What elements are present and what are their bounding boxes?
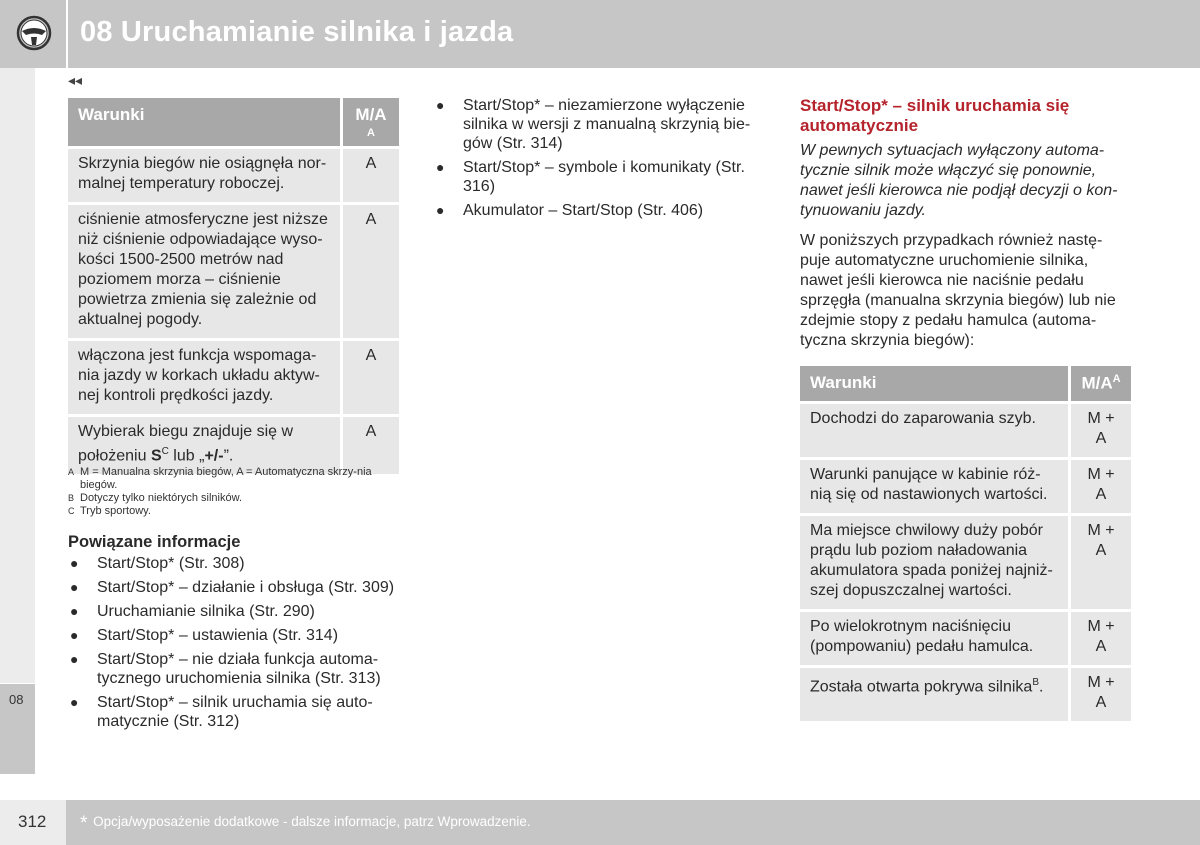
- footnote-text: Tryb sportowy.: [80, 505, 151, 517]
- table-row: [68, 149, 399, 202]
- gear-position-manual: +/-: [204, 447, 224, 465]
- footnote-mark: B: [68, 493, 75, 503]
- table-cell-condition: Ma miejsce chwilowy duży pobór prądu lub poziom naładowania akumulatora spada poniżej najniż-szej dopuszczalnej wartości.: [800, 516, 1068, 609]
- related-link-text: Uruchamianie silnika (Str. 290): [97, 603, 315, 620]
- related-links-list-continued: [434, 96, 764, 225]
- table-cell-ma: M + A: [1068, 612, 1131, 665]
- page-footer: [0, 800, 1200, 845]
- related-link[interactable]: [68, 626, 408, 645]
- table-header-row: [68, 98, 399, 146]
- related-info-heading: Powiązane informacje: [68, 533, 241, 551]
- column-header-ma: [1068, 366, 1131, 401]
- page-number-box: [0, 800, 66, 845]
- table-cell-ma: M + A: [1068, 404, 1131, 457]
- table-cell-condition: Warunki panujące w kabinie róż-nią się od nastawionych wartości.: [800, 460, 1068, 513]
- related-link-text: Start/Stop* – ustawienia (Str. 314): [97, 627, 339, 644]
- table-cell-ma: M + A: [1068, 668, 1131, 721]
- condition-text: Wybierak biegu znajduje się w położeniu: [78, 423, 294, 465]
- footer-note-text: Opcja/wyposażenie dodatkowe - dalsze informacje, patrz Wprowadzenie.: [93, 814, 531, 829]
- related-link-text: Akumulator – Start/Stop (Str. 406): [463, 202, 704, 219]
- steering-wheel-icon: [16, 15, 52, 51]
- footnote: [68, 492, 398, 505]
- table-cell-ma: A: [340, 205, 399, 338]
- footnote-text: M = Manualna skrzynia biegów, A = Automatyczna skrzy-nia biegów.: [80, 466, 372, 491]
- table-header-row: [800, 366, 1131, 401]
- conditions-table-left: [68, 95, 399, 477]
- table-cell-condition: włączona jest funkcja wspomaga-nia jazdy w korkach układu aktyw-nej kontroli prędkości jazdy.: [68, 341, 340, 414]
- related-link[interactable]: [434, 158, 764, 196]
- gear-position-s: S: [150, 447, 162, 465]
- page-title: 08 Uruchamianie silnika i jazda: [80, 16, 514, 48]
- condition-text: .: [1038, 677, 1044, 695]
- bullet-icon: ●: [70, 579, 79, 595]
- footnote-mark: A: [68, 467, 75, 477]
- column-header-ma-label: M/A: [355, 105, 387, 124]
- table-cell-ma: M + A: [1068, 516, 1131, 609]
- related-link[interactable]: [434, 96, 764, 153]
- table-cell-ma: M + A: [1068, 460, 1131, 513]
- bullet-icon: ●: [70, 627, 79, 643]
- related-links-list: [68, 554, 408, 736]
- table-cell-condition: Po wielokrotnym naciśnięciu (pompowaniu) pedału hamulca.: [800, 612, 1068, 665]
- section-intro-paragraph: W poniższych przypadkach również nastę-puje automatyczne uruchomienie silnika, nawet jeśli kierowca nie naciśnie pedału sprzęgła (manualna skrzynia biegów) lub nie zdejmie stopy z pedału hamulca (automa-tyczna skrzynia biegów):: [800, 232, 1116, 349]
- table-cell-condition: Dochodzi do zaparowania szyb.: [800, 404, 1068, 457]
- table-row: [68, 205, 399, 338]
- table-row: [68, 341, 399, 414]
- bullet-icon: ●: [70, 603, 79, 619]
- section-intro-italic: W pewnych sytuacjach wyłączony automa-tycznie silnik może włączyć się ponownie, nawet jeśli kierowca nie podjął decyzji o kon-tynuowaniu jazdy.: [800, 142, 1118, 219]
- table-row: [800, 516, 1131, 609]
- bullet-icon: ●: [436, 97, 445, 113]
- page-header: [0, 0, 1200, 68]
- table-cell-ma: A: [340, 149, 399, 202]
- condition-text: lub „: [168, 447, 205, 465]
- bullet-icon: ●: [70, 555, 79, 571]
- column-header-ma: [340, 98, 399, 146]
- footnote-marker: B: [1032, 676, 1039, 688]
- column-header-ma-label: M/A: [1081, 373, 1113, 393]
- footnote: [68, 466, 398, 492]
- related-link-text: Start/Stop* (Str. 308): [97, 555, 245, 572]
- related-link[interactable]: [68, 554, 408, 573]
- related-link-text: Start/Stop* – działanie i obsługa (Str. 309): [97, 579, 395, 596]
- table-row: [800, 404, 1131, 457]
- column-header-conditions: Warunki: [68, 98, 340, 146]
- footer-note: [80, 813, 531, 835]
- table-row: [800, 460, 1131, 513]
- chapter-icon-box: [0, 0, 68, 68]
- bullet-icon: ●: [70, 694, 79, 710]
- bullet-icon: ●: [70, 651, 79, 667]
- table-cell-ma: A: [340, 341, 399, 414]
- footnote: [68, 505, 398, 518]
- bullet-icon: ●: [436, 202, 445, 218]
- conditions-table-right: [800, 363, 1131, 724]
- related-link[interactable]: [68, 650, 408, 688]
- table-row: [800, 668, 1131, 721]
- previous-page-icon[interactable]: ◂◂: [68, 72, 83, 88]
- related-link[interactable]: [68, 602, 408, 621]
- table-cell-condition: ciśnienie atmosferyczne jest niższe niż ciśnienie odpowiadające wyso-kości 1500-2500 metrów nad poziomem morza – ciśnienie powietrza zmienia się zależnie od aktualnej pogody.: [68, 205, 340, 338]
- condition-text: ”.: [223, 447, 234, 465]
- related-link[interactable]: [68, 578, 408, 597]
- footnote-mark: C: [68, 506, 75, 516]
- table-footnotes: [68, 466, 398, 518]
- column-header-ma-footnote: A: [367, 127, 375, 139]
- side-strip: [0, 68, 35, 773]
- bullet-icon: ●: [436, 159, 445, 175]
- chapter-tab[interactable]: [0, 683, 35, 774]
- related-link-text: Start/Stop* – nie działa funkcja automa-tycznego uruchomienia silnika (Str. 313): [97, 651, 381, 687]
- chapter-tab-label: 08: [9, 692, 24, 707]
- related-link[interactable]: [434, 201, 764, 220]
- table-cell-ma: A: [340, 417, 399, 474]
- asterisk-mark: *: [80, 813, 88, 834]
- page-number: 312: [18, 812, 47, 831]
- footnote-marker: C: [161, 446, 169, 457]
- related-link-text: Start/Stop* – niezamierzone wyłączenie silnika w wersji z manualną skrzynią bie-gów (Str. 314): [463, 97, 751, 152]
- column-header-ma-footnote: A: [1112, 373, 1121, 385]
- section-title: Start/Stop* – silnik uruchamia się automatycznie: [800, 96, 1070, 135]
- table-row: [800, 612, 1131, 665]
- column-header-conditions: Warunki: [800, 366, 1068, 401]
- table-cell-condition: Skrzynia biegów nie osiągnęła nor-malnej temperatury roboczej.: [68, 149, 340, 202]
- related-link[interactable]: [68, 693, 408, 731]
- related-link-text: Start/Stop* – symbole i komunikaty (Str. 316): [463, 159, 745, 195]
- condition-text: Została otwarta pokrywa silnika: [810, 677, 1033, 695]
- footnote-text: Dotyczy tylko niektórych silników.: [80, 492, 242, 504]
- related-link-text: Start/Stop* – silnik uruchamia się auto-matycznie (Str. 312): [97, 694, 373, 730]
- table-cell-condition: [800, 668, 1068, 721]
